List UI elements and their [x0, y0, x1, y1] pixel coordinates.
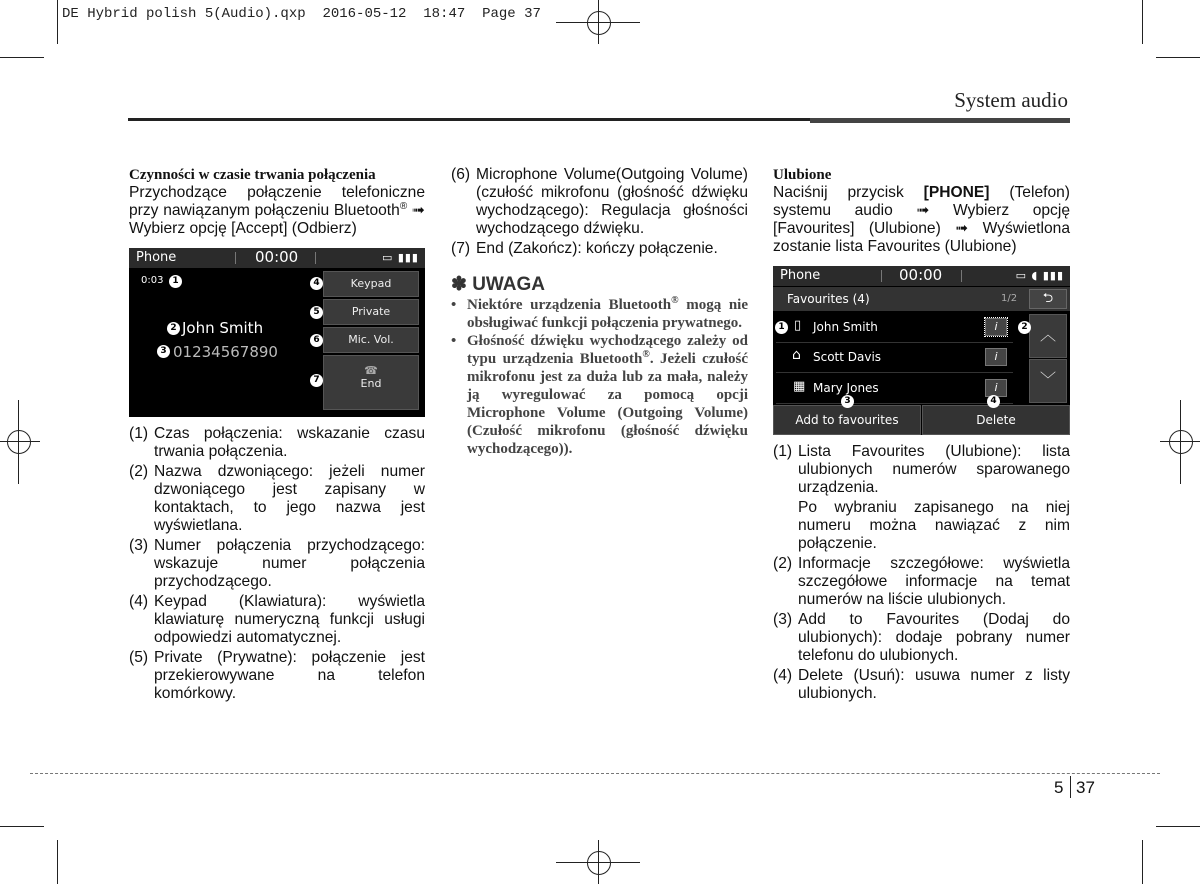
call-actions-heading: Czynności w czasie trwania połączenia — [129, 167, 376, 183]
phone-call-screen — [129, 248, 425, 417]
favourites-screen — [773, 266, 1070, 435]
info-icon[interactable]: i — [985, 348, 1007, 366]
call-items-list-2 — [451, 166, 748, 258]
column-3 — [773, 166, 1070, 256]
favourite-row[interactable]: ▯ John Smith i — [776, 313, 1013, 343]
call-items-list — [129, 425, 425, 703]
list-header — [773, 287, 1070, 311]
page-separator — [1070, 776, 1071, 798]
callout-5: 5 — [310, 306, 323, 319]
end-call-button[interactable]: ☎ End — [323, 355, 419, 410]
caller-number: 01234567890 — [173, 343, 278, 361]
list-item: (2) Informacje szczegółowe: wyświetla szczegółowe informacje na temat numerów na liście ulubionych. — [773, 555, 1070, 608]
battery-signal-icon: ▭ ◖ ▮▮▮ — [1015, 269, 1064, 282]
column-3-list — [773, 443, 1070, 705]
favourites-heading: Ulubione — [773, 167, 832, 183]
page-number: 37 — [1076, 778, 1095, 797]
status-bar — [773, 266, 1070, 286]
callout-3: 3 — [157, 345, 170, 358]
info-icon[interactable]: i — [985, 379, 1007, 397]
column-2 — [451, 166, 748, 458]
list-item: Po wybraniu zapisanego na niej numeru można nawiązać z nim połączenie. — [798, 499, 1070, 552]
note-list — [451, 296, 748, 458]
scroll-down-icon[interactable]: ﹀ — [1029, 359, 1067, 403]
mobile-phone-icon: ▯ — [794, 318, 802, 333]
back-icon[interactable]: ⮌ — [1029, 289, 1067, 309]
keypad-button[interactable]: Keypad — [323, 271, 419, 297]
callout-4: 4 — [987, 395, 1000, 408]
favourite-row[interactable]: ▦ Mary Jones i — [776, 374, 1013, 404]
battery-signal-icon: ▭ ▮▮▮ — [381, 251, 419, 264]
section-title: System audio — [954, 88, 1068, 112]
list-item: (3) Numer połączenia przychodzącego: wskazuje numer połączenia przychodzącego. — [129, 537, 425, 590]
callout-3: 3 — [841, 395, 854, 408]
status-bar — [129, 248, 425, 268]
list-item: (6) Microphone Volume(Outgoing Volume) (czułość mikrofonu (głośność dźwięku wychodzącego): Regulacja głośności wychodzącego dźwięku. — [451, 166, 748, 237]
favourite-row[interactable]: ⌂ Scott Davis i — [776, 343, 1013, 373]
list-item: (1) Lista Favourites (Ulubione): lista ulubionych numerów sparowanego urządzenia. — [773, 443, 1070, 496]
callout-1: 1 — [169, 275, 182, 288]
note-item: • Niektóre urządzenia Bluetooth® mogą nie obsługiwać funkcji połączenia prywatnego. — [451, 295, 748, 331]
chapter-number: 5 — [1054, 778, 1064, 797]
call-timer: 0:03 — [141, 275, 164, 286]
mic-vol-button[interactable]: Mic. Vol. — [323, 327, 419, 353]
list-item: (1) Czas połączenia: wskazanie czasu trwania połączenia. — [129, 425, 425, 460]
callout-4: 4 — [310, 277, 323, 290]
screen-title: Phone — [136, 250, 177, 265]
office-icon: ▦ — [793, 379, 806, 394]
call-actions-intro: Przychodzące połączenie telefoniczne przy nawiązanym połączeniu Bluetooth® ➟ Wybierz opcję [Accept] (Odbierz) — [129, 184, 425, 237]
note-item: • Głośność dźwięku wychodzącego zależy od typu urządzenia Bluetooth®. Jeżeli czułość mikrofonu jest za duża lub za mała, należy ją wyregulować za pomocą opcji Microphone Volume (Outgoing Volume) (Czułość mikrofonu (głośność dźwięku wychodzącego)). — [451, 333, 748, 457]
callout-7: 7 — [310, 374, 323, 387]
scroll-up-icon[interactable]: ︿ — [1029, 314, 1067, 358]
favourites-intro: Naciśnij przycisk [PHONE] (Telefon) systemu audio ➟ Wybierz opcję [Favourites] (Ulubione) ➟ Wyświetlona zostanie lista Favourites (Ulubione) — [773, 184, 1070, 255]
page-indicator: 1/2 — [1001, 293, 1018, 304]
callout-6: 6 — [310, 334, 323, 347]
list-item: (4) Keypad (Klawiatura): wyświetla klawiaturę numeryczną funkcji usługi odpowiedzi automatycznej. — [129, 593, 425, 646]
list-item: (3) Add to Favourites (Dodaj do ulubionych): dodaje pobrany numer telefonu do ulubionych. — [773, 611, 1070, 664]
column-1-list — [129, 425, 425, 705]
add-to-favourites-button[interactable]: Add to favourites — [773, 405, 921, 435]
callout-1: 1 — [775, 321, 788, 334]
list-item: (2) Nazwa dzwoniącego: jeżeli numer dzwoniącego jest zapisany w kontaktach, to jego nazwa jest wyświetlana. — [129, 463, 425, 534]
callout-2: 2 — [1018, 321, 1031, 334]
screen-title: Phone — [780, 268, 821, 283]
list-item: (5) Private (Prywatne): połączenie jest przekierowywane na telefon komórkowy. — [129, 649, 425, 702]
note-title: ✽ UWAGA — [451, 274, 546, 295]
favourites-count: Favourites (4) — [787, 292, 870, 306]
column-1 — [129, 166, 425, 238]
home-icon: ⌂ — [792, 347, 801, 363]
favourites-items-list — [773, 443, 1070, 703]
clock: 00:00 — [255, 248, 299, 266]
callout-2: 2 — [167, 322, 180, 335]
clock: 00:00 — [899, 266, 943, 284]
delete-button[interactable]: Delete — [922, 405, 1070, 435]
hang-up-icon: ☎ — [364, 364, 378, 377]
caller-name: John Smith — [182, 319, 264, 337]
info-icon[interactable]: i — [985, 318, 1007, 336]
file-info-header: DE Hybrid polish 5(Audio).qxp 2016-05-12 18:47 Page 37 — [62, 6, 541, 22]
footer-rule — [30, 773, 1160, 774]
header-rule-thick — [810, 118, 1070, 123]
private-button[interactable]: Private — [323, 299, 419, 325]
list-item: (4) Delete (Usuń): usuwa numer z listy ulubionych. — [773, 667, 1070, 702]
list-item: (7) End (Zakończ): kończy połączenie. — [451, 240, 718, 257]
